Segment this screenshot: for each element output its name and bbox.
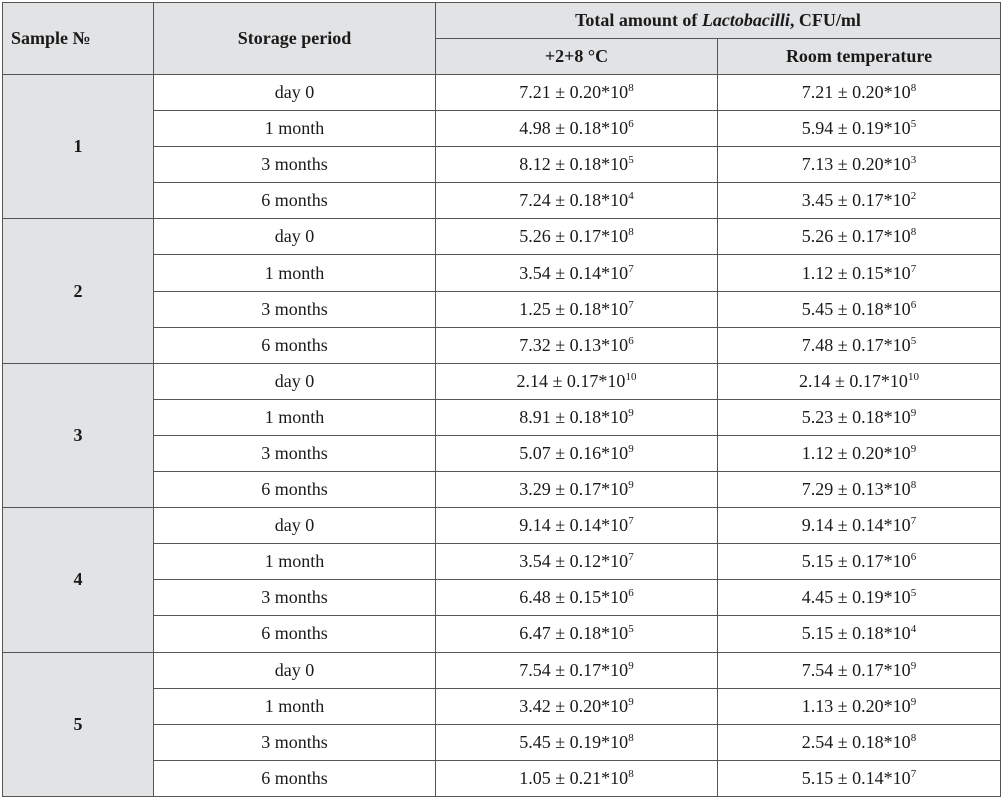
- cfu-exponent: 8: [628, 731, 634, 744]
- cfu-exponent: 7: [628, 298, 634, 311]
- storage-period-cell: 1 month: [154, 399, 436, 435]
- cfu-mantissa: 5.45 ± 0.19*10: [519, 731, 629, 752]
- cfu-exponent: 7: [910, 262, 917, 275]
- storage-period-cell: day 0: [154, 363, 436, 399]
- room-temperature-value-cell: [718, 111, 1001, 147]
- storage-period-cell: 3 months: [154, 724, 436, 760]
- room-temperature-value-cell: [718, 399, 1001, 435]
- cfu-mantissa: 7.48 ± 0.17*10: [801, 334, 911, 355]
- cfu-mantissa: 1.13 ± 0.20*10: [801, 695, 911, 716]
- cfu-mantissa: 2.14 ± 0.17*10: [516, 370, 626, 391]
- table-header: [3, 3, 1001, 75]
- storage-period-column-header: Storage period: [154, 3, 436, 75]
- room-temperature-value-cell: [718, 75, 1001, 111]
- cfu-exponent: 9: [628, 479, 634, 492]
- cfu-exponent: 10: [907, 370, 919, 383]
- sample-number-cell: 1: [3, 75, 154, 219]
- cfu-mantissa: 1.05 ± 0.21*10: [519, 767, 629, 788]
- room-temperature-value-cell: [718, 580, 1001, 616]
- cfu-mantissa: 1.25 ± 0.18*10: [519, 298, 629, 319]
- cold-storage-value-cell: [436, 147, 718, 183]
- cfu-exponent: 6: [910, 551, 917, 564]
- total-amount-header: [436, 3, 1001, 39]
- room-temperature-value-cell: [718, 435, 1001, 471]
- cfu-mantissa: 7.24 ± 0.18*10: [519, 190, 629, 211]
- cold-storage-value-cell: [436, 760, 718, 796]
- cfu-exponent: 9: [910, 695, 917, 708]
- cfu-mantissa: 5.26 ± 0.17*10: [519, 226, 629, 247]
- cold-storage-value-cell: [436, 580, 718, 616]
- cfu-mantissa: 5.15 ± 0.14*10: [801, 767, 911, 788]
- storage-period-cell: 1 month: [154, 544, 436, 580]
- room-temperature-column-header: Room temperature: [718, 39, 1001, 75]
- cfu-mantissa: 3.54 ± 0.12*10: [519, 551, 629, 572]
- sample-column-header: Sample №: [3, 3, 154, 75]
- cold-storage-value-cell: [436, 508, 718, 544]
- cfu-mantissa: 5.23 ± 0.18*10: [801, 406, 911, 427]
- sample-number-cell: 5: [3, 652, 154, 797]
- cfu-exponent: 8: [910, 82, 917, 95]
- cfu-exponent: 8: [910, 731, 917, 744]
- table-row: [3, 363, 1001, 399]
- sample-number-cell: 4: [3, 508, 154, 652]
- cfu-mantissa: 5.15 ± 0.18*10: [801, 623, 911, 644]
- storage-period-cell: day 0: [154, 75, 436, 111]
- cfu-mantissa: 5.94 ± 0.19*10: [801, 118, 911, 139]
- cfu-exponent: 9: [910, 659, 917, 672]
- cfu-mantissa: 4.98 ± 0.18*10: [519, 118, 629, 139]
- storage-period-cell: 6 months: [154, 327, 436, 363]
- header-row-top: [3, 3, 1001, 39]
- cfu-exponent: 5: [910, 587, 917, 600]
- cold-storage-value-cell: [436, 255, 718, 291]
- table-body: [3, 75, 1001, 797]
- total-amount-suffix: , CFU/ml: [789, 10, 861, 30]
- room-temperature-value-cell: [718, 363, 1001, 399]
- cfu-exponent: 8: [910, 226, 917, 239]
- cfu-mantissa: 1.12 ± 0.20*10: [801, 442, 911, 463]
- storage-period-cell: 6 months: [154, 616, 436, 652]
- storage-period-cell: 6 months: [154, 472, 436, 508]
- storage-period-cell: day 0: [154, 219, 436, 255]
- room-temperature-value-cell: [718, 255, 1001, 291]
- cfu-exponent: 9: [910, 406, 917, 419]
- cfu-mantissa: 3.45 ± 0.17*10: [801, 190, 911, 211]
- cold-storage-value-cell: [436, 724, 718, 760]
- cfu-exponent: 6: [628, 587, 634, 600]
- table-row: [3, 652, 1001, 688]
- cfu-exponent: 9: [910, 442, 917, 455]
- cfu-exponent: 9: [628, 659, 634, 672]
- cold-storage-value-cell: [436, 472, 718, 508]
- cfu-exponent: 6: [910, 298, 917, 311]
- cfu-exponent: 5: [628, 154, 634, 167]
- cold-storage-value-cell: [436, 363, 718, 399]
- cold-storage-value-cell: [436, 688, 718, 724]
- storage-period-cell: 1 month: [154, 688, 436, 724]
- sample-number-cell: 2: [3, 219, 154, 363]
- cfu-mantissa: 9.14 ± 0.14*10: [801, 515, 911, 536]
- cfu-mantissa: 9.14 ± 0.14*10: [519, 515, 629, 536]
- cfu-exponent: 5: [910, 334, 917, 347]
- total-amount-prefix: Total amount of: [575, 10, 702, 30]
- storage-period-cell: 3 months: [154, 435, 436, 471]
- room-temperature-value-cell: [718, 472, 1001, 508]
- cfu-mantissa: 7.54 ± 0.17*10: [519, 659, 629, 680]
- lactobacilli-italic: Lactobacilli: [701, 10, 790, 30]
- cfu-mantissa: 7.29 ± 0.13*10: [801, 479, 911, 500]
- table-row: [3, 75, 1001, 111]
- cfu-exponent: 7: [628, 551, 634, 564]
- cold-storage-value-cell: [436, 183, 718, 219]
- cold-storage-value-cell: [436, 544, 718, 580]
- cold-storage-value-cell: [436, 219, 718, 255]
- cfu-mantissa: 5.15 ± 0.17*10: [801, 551, 911, 572]
- cfu-mantissa: 7.54 ± 0.17*10: [801, 659, 911, 680]
- room-temperature-value-cell: [718, 183, 1001, 219]
- cfu-mantissa: 7.13 ± 0.20*10: [801, 154, 911, 175]
- cfu-mantissa: 2.54 ± 0.18*10: [801, 731, 911, 752]
- storage-period-cell: 1 month: [154, 255, 436, 291]
- cfu-exponent: 8: [628, 82, 634, 95]
- cfu-exponent: 10: [625, 370, 637, 383]
- cold-storage-value-cell: [436, 435, 718, 471]
- cfu-mantissa: 6.47 ± 0.18*10: [519, 623, 629, 644]
- table-row: [3, 508, 1001, 544]
- sample-number-cell: 3: [3, 363, 154, 507]
- cfu-exponent: 8: [628, 226, 634, 239]
- cfu-mantissa: 5.07 ± 0.16*10: [519, 442, 629, 463]
- cfu-mantissa: 3.54 ± 0.14*10: [519, 262, 629, 283]
- cfu-mantissa: 1.12 ± 0.15*10: [801, 262, 911, 283]
- room-temperature-value-cell: [718, 291, 1001, 327]
- cfu-mantissa: 6.48 ± 0.15*10: [519, 587, 629, 608]
- lactobacilli-table: [2, 2, 1001, 797]
- room-temperature-value-cell: [718, 544, 1001, 580]
- cfu-mantissa: 4.45 ± 0.19*10: [801, 587, 911, 608]
- cfu-mantissa: 3.42 ± 0.20*10: [519, 695, 629, 716]
- cfu-exponent: 9: [628, 695, 634, 708]
- cfu-mantissa: 7.32 ± 0.13*10: [519, 334, 629, 355]
- storage-period-cell: 1 month: [154, 111, 436, 147]
- storage-period-cell: day 0: [154, 508, 436, 544]
- room-temperature-value-cell: [718, 327, 1001, 363]
- storage-period-cell: 3 months: [154, 291, 436, 327]
- cold-storage-value-cell: [436, 75, 718, 111]
- cfu-exponent: 4: [910, 623, 917, 636]
- cfu-exponent: 4: [628, 190, 634, 203]
- cfu-exponent: 3: [910, 154, 917, 167]
- room-temperature-value-cell: [718, 652, 1001, 688]
- cfu-mantissa: 5.45 ± 0.18*10: [801, 298, 911, 319]
- cfu-exponent: 6: [628, 118, 634, 131]
- cfu-exponent: 7: [628, 262, 634, 275]
- cfu-mantissa: 7.21 ± 0.20*10: [801, 82, 911, 103]
- cold-storage-value-cell: [436, 327, 718, 363]
- cold-storage-value-cell: [436, 616, 718, 652]
- cfu-mantissa: 7.21 ± 0.20*10: [519, 82, 629, 103]
- cfu-exponent: 6: [628, 334, 634, 347]
- storage-period-cell: 6 months: [154, 183, 436, 219]
- cold-storage-value-cell: [436, 291, 718, 327]
- room-temperature-value-cell: [718, 724, 1001, 760]
- room-temperature-value-cell: [718, 688, 1001, 724]
- cold-storage-column-header: +2+8 °C: [436, 39, 718, 75]
- storage-period-cell: 3 months: [154, 147, 436, 183]
- cfu-mantissa: 2.14 ± 0.17*10: [799, 370, 908, 391]
- cold-storage-value-cell: [436, 399, 718, 435]
- cfu-mantissa: 8.91 ± 0.18*10: [519, 406, 629, 427]
- storage-period-cell: 6 months: [154, 760, 436, 796]
- cfu-mantissa: 3.29 ± 0.17*10: [519, 479, 629, 500]
- room-temperature-value-cell: [718, 616, 1001, 652]
- cfu-exponent: 2: [910, 190, 917, 203]
- room-temperature-value-cell: [718, 147, 1001, 183]
- table-row: [3, 219, 1001, 255]
- cfu-exponent: 8: [910, 479, 917, 492]
- storage-period-cell: day 0: [154, 652, 436, 688]
- cfu-mantissa: 8.12 ± 0.18*10: [519, 154, 629, 175]
- cfu-exponent: 9: [628, 442, 634, 455]
- cfu-mantissa: 5.26 ± 0.17*10: [801, 226, 911, 247]
- cfu-exponent: 7: [910, 515, 917, 528]
- room-temperature-value-cell: [718, 219, 1001, 255]
- cfu-exponent: 7: [628, 515, 634, 528]
- cfu-exponent: 7: [910, 767, 917, 780]
- storage-period-cell: 3 months: [154, 580, 436, 616]
- cfu-exponent: 5: [628, 623, 634, 636]
- room-temperature-value-cell: [718, 760, 1001, 796]
- cold-storage-value-cell: [436, 652, 718, 688]
- cfu-exponent: 5: [910, 118, 917, 131]
- cfu-exponent: 8: [628, 767, 634, 780]
- cold-storage-value-cell: [436, 111, 718, 147]
- cfu-exponent: 9: [628, 406, 634, 419]
- room-temperature-value-cell: [718, 508, 1001, 544]
